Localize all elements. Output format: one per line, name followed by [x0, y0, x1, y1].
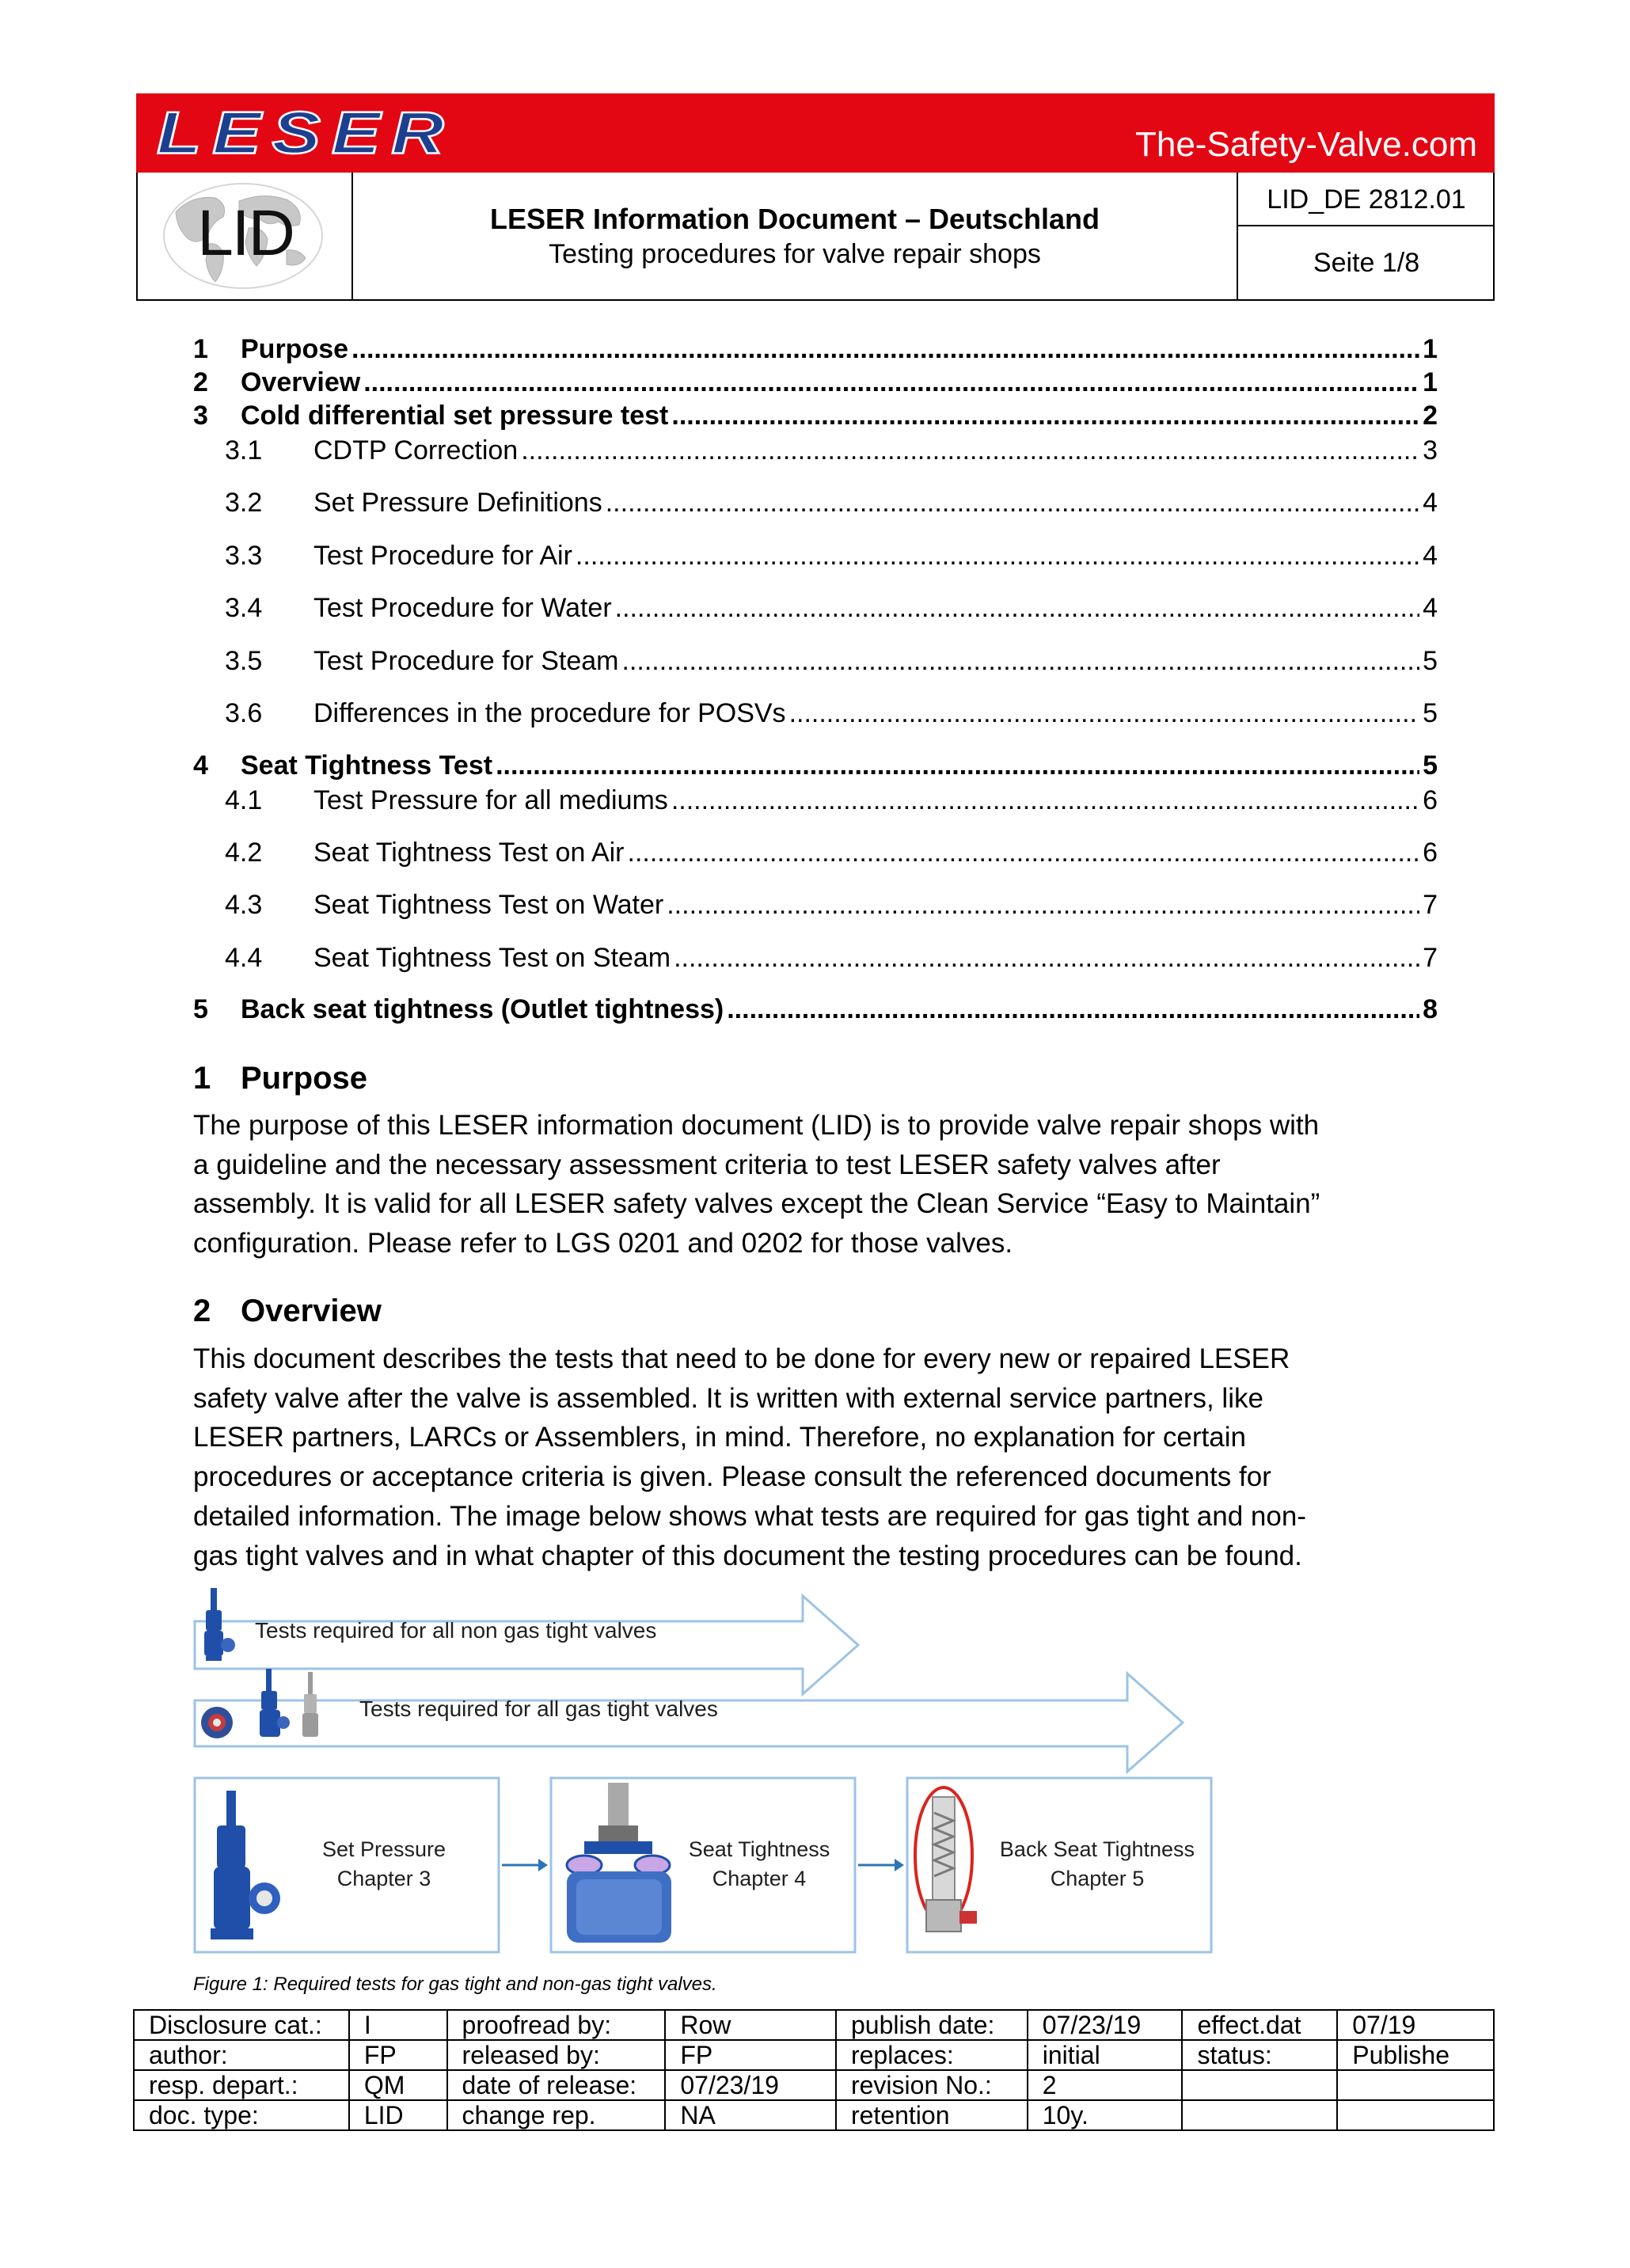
table-cell: 07/19 [1337, 2010, 1494, 2040]
toc-page: 7 [1423, 943, 1438, 973]
section-title: Purpose [241, 1061, 368, 1096]
toc-entry[interactable] [193, 646, 1438, 677]
table-cell: publish date: [836, 2010, 1028, 2040]
toc-entry[interactable] [193, 401, 1438, 431]
document-info-table [133, 2009, 1495, 2131]
box-title: Back Seat Tightness [999, 1837, 1195, 1861]
toc-entry[interactable] [193, 367, 1438, 398]
toc-number: 4.3 [225, 890, 263, 920]
toc-label: Back seat tightness (Outlet tightness) [241, 994, 724, 1024]
toc-entry[interactable] [193, 890, 1438, 921]
table-cell: I [349, 2010, 447, 2040]
toc-number: 3.2 [225, 488, 263, 518]
toc-number: 3.5 [225, 646, 263, 676]
table-cell: QM [349, 2070, 447, 2100]
toc-entry[interactable] [193, 593, 1438, 624]
paragraph-line: LESER partners, LARCs or Assemblers, in mind. Therefore, no explanation for certain [193, 1422, 1246, 1453]
toc-number: 3.4 [225, 593, 263, 623]
toc-label: Test Procedure for Air [313, 541, 572, 571]
document-id: LID_DE 2812.01 [1238, 173, 1495, 226]
toc-number: 4.1 [225, 785, 263, 815]
paragraph-line: configuration. Please refer to LGS 0201 and 0202 for those valves. [193, 1228, 1013, 1259]
toc-entry[interactable] [193, 541, 1438, 572]
table-cell: Disclosure cat.: [134, 2010, 349, 2040]
table-cell: replaces: [836, 2040, 1028, 2070]
section-paragraph [193, 1106, 1444, 1263]
table-cell: proofread by: [447, 2010, 666, 2040]
toc-number: 3.1 [225, 435, 263, 465]
test-overview-figure [193, 1583, 1246, 1963]
title-cell [353, 173, 1237, 299]
toc-page: 7 [1423, 890, 1438, 920]
table-cell: doc. type: [134, 2100, 349, 2130]
toc-entry[interactable] [193, 435, 1438, 466]
toc-number: 1 [193, 334, 208, 364]
table-cell: revision No.: [836, 2070, 1028, 2100]
table-row [134, 2040, 1494, 2070]
table-cell: author: [134, 2040, 349, 2070]
arrow-non-gas-tight [195, 1596, 858, 1694]
toc-label: Cold differential set pressure test [241, 401, 669, 431]
section-title: Overview [241, 1294, 382, 1328]
toc-entry[interactable] [193, 785, 1438, 816]
paragraph-line: This document describes the tests that need to be done for every new or repaired LESER [193, 1343, 1290, 1374]
toc-entry[interactable] [193, 488, 1438, 519]
paragraph-line: assembly. It is valid for all LESER safety valves except the Clean Service “Easy to Maintain” [193, 1188, 1320, 1220]
table-cell: resp. depart.: [134, 2070, 349, 2100]
toc-label: Seat Tightness Test on Steam [313, 943, 671, 973]
toc-number: 3.3 [225, 541, 263, 571]
toc-label: Seat Tightness Test [241, 750, 493, 781]
toc-label: CDTP Correction [313, 435, 519, 465]
valve-icon-steel [302, 1672, 318, 1737]
toc-entry[interactable] [193, 994, 1438, 1025]
toc-label: Test Pressure for all mediums [313, 785, 668, 815]
table-cell: change rep. [447, 2100, 666, 2130]
toc-number: 4.2 [225, 838, 263, 868]
document-title: LESER Information Document – Deutschland [489, 203, 1100, 235]
page-number: Seite 1/8 [1313, 248, 1420, 278]
lid-label: LID [197, 197, 294, 269]
table-cell: NA [665, 2100, 836, 2130]
toc-number: 4 [193, 750, 208, 781]
section-paragraph [193, 1339, 1444, 1575]
table-cell [1182, 2100, 1337, 2130]
id-cell [1237, 173, 1495, 299]
toc-entry[interactable] [193, 698, 1438, 729]
figure-caption: Figure 1: Required tests for gas tight and non-gas tight valves. [193, 1974, 717, 1995]
table-cell: FP [665, 2040, 836, 2070]
toc-label: Overview [241, 367, 361, 397]
table-cell: status: [1182, 2040, 1337, 2070]
toc-page: 4 [1423, 593, 1438, 623]
table-row [134, 2100, 1494, 2130]
site-url: The-Safety-Valve.com [1134, 125, 1477, 164]
toc-label: Seat Tightness Test on Air [313, 838, 625, 868]
paragraph-line: detailed information. The image below shows what tests are required for gas tight and non- [193, 1500, 1306, 1532]
section-number: 2 [193, 1294, 211, 1328]
toc-label: Set Pressure Definitions [313, 488, 602, 518]
box-label-set-pressure [277, 1835, 491, 1894]
toc-label: Seat Tightness Test on Water [313, 890, 664, 920]
toc-page: 3 [1423, 435, 1438, 465]
table-cell: date of release: [447, 2070, 666, 2100]
document-header [136, 93, 1495, 301]
toc-page: 1 [1423, 334, 1438, 364]
toc-number: 2 [193, 367, 208, 397]
box-chapter: Chapter 5 [1050, 1867, 1145, 1890]
box-label-back-seat [988, 1835, 1206, 1894]
paragraph-line: a guideline and the necessary assessment criteria to test LESER safety valves after [193, 1149, 1221, 1180]
leser-logo: LESER [157, 100, 455, 166]
table-cell [1337, 2100, 1494, 2130]
table-cell: Publishe [1337, 2040, 1494, 2070]
toc-page: 6 [1423, 838, 1438, 868]
toc-page: 5 [1423, 698, 1438, 728]
toc-page: 2 [1423, 401, 1438, 431]
valve-icon-cutaway [201, 1707, 233, 1738]
toc-number: 3.6 [225, 698, 263, 728]
toc-label: Purpose [241, 334, 349, 364]
toc-label: Test Procedure for Water [313, 593, 612, 623]
table-cell: released by: [447, 2040, 666, 2070]
table-cell: LID [349, 2100, 447, 2130]
box-title: Seat Tightness [688, 1837, 830, 1861]
document-subtitle: Testing procedures for valve repair shops [549, 239, 1041, 269]
paragraph-line: procedures or acceptance criteria is given. Please consult the referenced documents for [193, 1461, 1271, 1493]
toc-page: 4 [1423, 488, 1438, 518]
table-cell: 2 [1028, 2070, 1183, 2100]
toc-entry[interactable] [193, 943, 1438, 974]
toc-page: 5 [1423, 750, 1438, 781]
section-heading [193, 1294, 382, 1329]
table-cell: initial [1028, 2040, 1183, 2070]
toc-page: 6 [1423, 785, 1438, 815]
table-cell: FP [349, 2040, 447, 2070]
section-number: 1 [193, 1061, 211, 1096]
table-row [134, 2010, 1494, 2040]
table-cell: 07/23/19 [665, 2070, 836, 2100]
brand-banner [136, 93, 1495, 173]
toc-entry[interactable] [193, 750, 1438, 781]
table-cell: Row [665, 2010, 836, 2040]
table-cell [1337, 2070, 1494, 2100]
section-heading [193, 1061, 367, 1096]
paragraph-line: The purpose of this LESER information document (LID) is to provide valve repair shops with [193, 1110, 1320, 1141]
table-cell: retention [836, 2100, 1028, 2130]
toc-entry[interactable] [193, 334, 1438, 365]
table-cell: 10y. [1028, 2100, 1183, 2130]
box-title: Set Pressure [321, 1837, 446, 1861]
header-table [136, 173, 1495, 301]
toc-page: 8 [1423, 994, 1438, 1024]
toc-number: 4.4 [225, 943, 263, 973]
table-cell: effect.dat [1182, 2010, 1337, 2040]
toc-number: 5 [193, 994, 208, 1024]
box-chapter: Chapter 3 [336, 1867, 431, 1890]
paragraph-line: safety valve after the valve is assembled. It is written with external service partners, like [193, 1382, 1263, 1414]
arrow-label-non-gas-tight: Tests required for all non gas tight valves [255, 1618, 657, 1643]
table-row [134, 2070, 1494, 2100]
toc-number: 3 [193, 401, 208, 431]
toc-entry[interactable] [193, 838, 1438, 868]
toc-page: 4 [1423, 541, 1438, 571]
lid-cell [138, 173, 353, 299]
toc-label: Differences in the procedure for POSVs [313, 698, 786, 728]
toc-page: 1 [1423, 367, 1438, 397]
paragraph-line: gas tight valves and in what chapter of this document the testing procedures can be found. [193, 1540, 1302, 1571]
arrow-label-gas-tight: Tests required for all gas tight valves [359, 1696, 718, 1721]
toc-label: Test Procedure for Steam [313, 646, 619, 676]
toc-page: 5 [1423, 646, 1438, 676]
table-cell: 07/23/19 [1028, 2010, 1183, 2040]
arrow-gas-tight [195, 1673, 1183, 1772]
box-chapter: Chapter 4 [712, 1867, 807, 1890]
box-label-seat-tightness [668, 1835, 850, 1894]
table-cell [1182, 2070, 1337, 2100]
